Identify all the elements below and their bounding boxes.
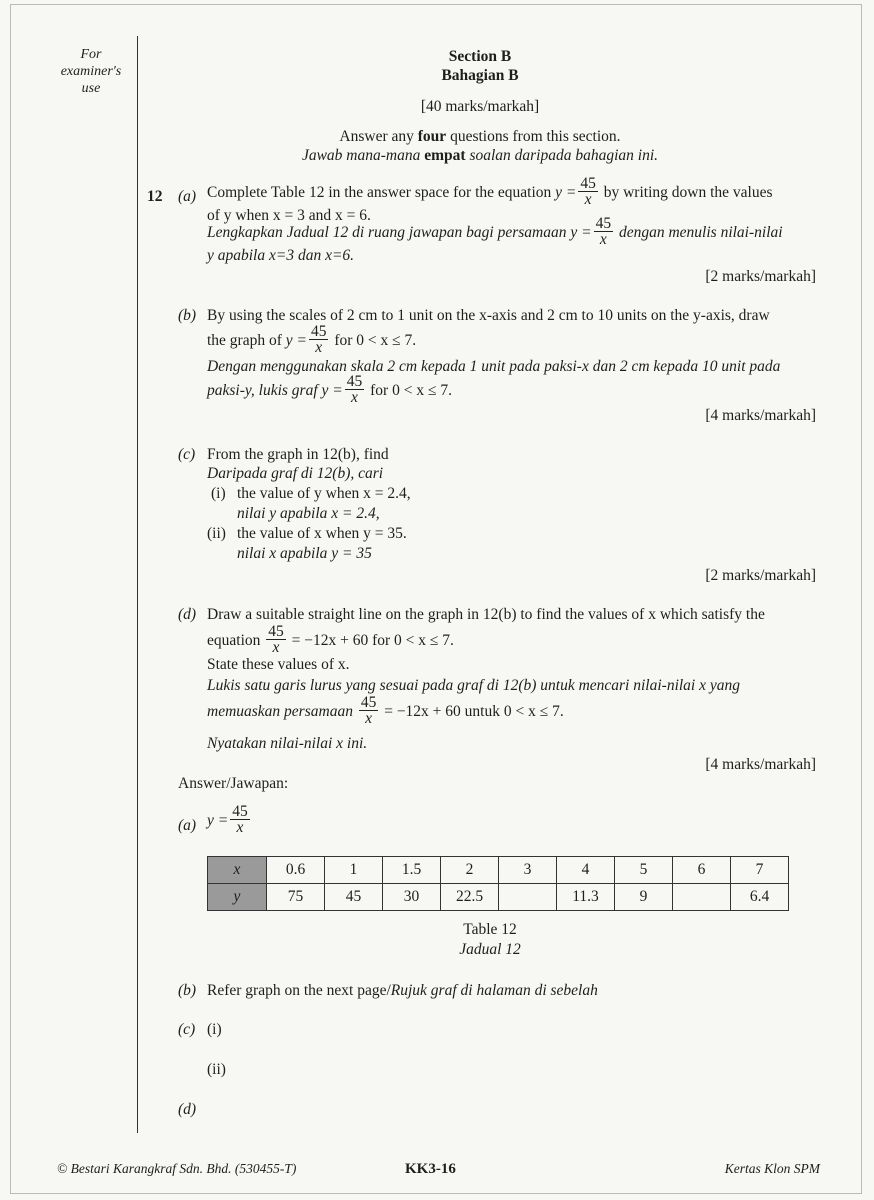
part-c-i-text: the value of y when x = 2.4,	[237, 485, 411, 502]
part-b-line1: By using the scales of 2 cm to 1 unit on the x-axis and 2 cm to 10 units on the y-axis, draw	[207, 307, 770, 324]
text: Complete Table 12 in the answer space for the equation	[207, 184, 556, 202]
text: Lengkapkan Jadual 12 di ruang jawapan bagi persamaan	[207, 224, 571, 242]
part-d-ms-line3: Nyatakan nilai-nilai x ini.	[207, 735, 368, 752]
part-d-line2	[207, 623, 454, 657]
question-number: 12	[147, 188, 163, 205]
fraction	[309, 324, 329, 355]
instruction-text: questions from this section.	[446, 128, 621, 145]
text: for 0 < x ≤ 7.	[330, 332, 417, 350]
frac-num: 45	[580, 175, 596, 192]
footer-copyright: © Bestari Karangkraf Sdn. Bhd. (530455-T)	[57, 1161, 297, 1176]
frac-den: x	[584, 191, 592, 208]
part-a-label: (a)	[178, 188, 197, 205]
part-c-label: (c)	[178, 446, 196, 463]
eq-lhs: y =	[555, 184, 577, 202]
text: for 0 < x ≤ 7.	[366, 382, 452, 400]
text: equation	[207, 632, 265, 650]
answer-a-label: (a)	[178, 817, 197, 834]
fraction	[359, 695, 379, 726]
answer-c-i-label: (i)	[207, 1021, 222, 1038]
table-cell: 1.5	[383, 857, 441, 884]
part-d-label: (d)	[178, 606, 197, 623]
table-cell: 75	[267, 884, 325, 911]
part-a-marks: [2 marks/markah]	[705, 268, 816, 285]
part-d-ms-line1: Lukis satu garis lurus yang sesuai pada graf di 12(b) untuk mencari nilai-nilai x yang	[207, 677, 741, 694]
answer-b-label: (b)	[178, 982, 197, 999]
table-caption-ms: Jadual 12	[459, 941, 521, 958]
part-d-ms-line2	[207, 694, 564, 728]
table-row-y	[208, 884, 789, 911]
answer-b-text	[207, 982, 598, 1000]
part-b-ms-line1: Dengan menggunakan skala 2 cm kepada 1 unit pada paksi-x dan 2 cm kepada 10 unit pada	[207, 358, 781, 375]
table-header-y: y	[208, 884, 267, 911]
part-c-ii-ms: nilai x apabila y = 35	[237, 545, 372, 562]
part-a-line1	[207, 175, 773, 209]
frac-num: 45	[360, 694, 377, 711]
frac-num: 45	[346, 373, 363, 390]
table-caption: Table 12	[463, 921, 517, 938]
frac-num: 45	[595, 215, 612, 232]
part-d-marks: [4 marks/markah]	[705, 756, 816, 773]
part-c-i-label: (i)	[211, 485, 226, 502]
frac-den: x	[365, 710, 373, 727]
text: dengan menulis nilai-nilai	[615, 224, 783, 242]
examiner-margin-note	[52, 46, 130, 97]
part-c-ms-line1: Daripada graf di 12(b), cari	[207, 465, 384, 482]
frac-den: x	[315, 339, 323, 356]
answer-c-ii-label: (ii)	[207, 1061, 226, 1078]
fraction	[266, 624, 286, 655]
margin-note-line: examiner's	[60, 64, 122, 79]
section-title-ms: Bahagian B	[441, 67, 519, 84]
frac-num: 45	[268, 623, 284, 640]
text: by writing down the values	[599, 184, 773, 202]
table-cell: 22.5	[441, 884, 499, 911]
table-cell: 6	[673, 857, 731, 884]
part-b-marks: [4 marks/markah]	[705, 407, 816, 424]
table-row-x	[208, 857, 789, 884]
frac-den: x	[236, 819, 244, 836]
instruction-ms-bold: empat	[424, 147, 466, 164]
fraction	[345, 374, 365, 405]
table-cell: 1	[325, 857, 383, 884]
frac-num: 45	[310, 323, 327, 340]
table-header-x: x	[208, 857, 267, 884]
table-12	[207, 856, 789, 911]
instruction-bold: four	[417, 128, 447, 145]
frac-den: x	[272, 639, 280, 656]
part-d-line3: State these values of x.	[207, 656, 350, 673]
frac-den: x	[351, 389, 358, 406]
part-c-i-ms: nilai y apabila x = 2.4,	[237, 505, 380, 522]
table-cell: 5	[615, 857, 673, 884]
eq-lhs: y =	[207, 812, 229, 830]
answer-c-label: (c)	[178, 1021, 196, 1038]
instruction-ms	[140, 147, 820, 165]
text: the graph of	[207, 332, 286, 350]
eq-lhs: y =	[285, 332, 307, 350]
answer-heading: Answer/Jawapan:	[178, 775, 289, 792]
margin-note-line: use	[81, 81, 101, 96]
part-d-line1: Draw a suitable straight line on the graph in 12(b) to find the values of x which satisfy the	[207, 606, 765, 623]
text: memuaskan persamaan	[207, 703, 357, 721]
section-title: Section B	[448, 48, 512, 65]
part-b-line2	[207, 323, 417, 357]
part-a-ms-line2: y apabila x=3 dan x=6.	[207, 247, 355, 264]
table-cell: 0.6	[267, 857, 325, 884]
table-cell: 11.3	[557, 884, 615, 911]
eq-lhs: y =	[321, 382, 343, 400]
fraction	[578, 176, 598, 207]
instruction-ms-text: Jawab mana-mana	[301, 147, 425, 164]
table-cell: 3	[499, 857, 557, 884]
part-b-ms-line2	[207, 373, 452, 407]
part-b-label: (b)	[178, 307, 197, 324]
footer-series: Kertas Klon SPM	[724, 1161, 820, 1176]
table-cell: 9	[615, 884, 673, 911]
part-c-ii-text: the value of x when y = 35.	[237, 525, 407, 542]
margin-note-line: For	[80, 47, 102, 62]
table-cell-blank-y6[interactable]	[673, 884, 731, 911]
part-c-ii-label: (ii)	[207, 525, 226, 542]
frac-den: x	[599, 231, 607, 248]
part-c-marks: [2 marks/markah]	[705, 567, 816, 584]
instruction	[140, 128, 820, 146]
text: Refer graph on the next page/	[207, 982, 391, 999]
table-cell: 2	[441, 857, 499, 884]
instruction-text: Answer any	[339, 128, 418, 145]
eq-lhs: y =	[570, 224, 592, 242]
table-cell: 30	[383, 884, 441, 911]
text: = −12x + 60 for 0 < x ≤ 7.	[287, 632, 454, 650]
table-cell: 4	[557, 857, 615, 884]
table-cell: 45	[325, 884, 383, 911]
section-marks: [40 marks/markah]	[420, 98, 540, 115]
part-a-line2: of y when x = 3 and x = 6.	[207, 207, 371, 224]
fraction	[594, 216, 614, 247]
instruction-ms-text: soalan daripada bahagian ini.	[465, 147, 659, 164]
text: paksi-y, lukis graf	[207, 382, 322, 400]
answer-a-equation	[207, 803, 252, 837]
part-c-line1: From the graph in 12(b), find	[207, 446, 389, 463]
text: = −12x + 60 untuk 0 < x ≤ 7.	[380, 703, 564, 721]
margin-rule	[137, 36, 138, 1133]
table-cell: 6.4	[731, 884, 789, 911]
answer-d-label: (d)	[178, 1101, 197, 1118]
table-cell-blank-y3[interactable]	[499, 884, 557, 911]
table-cell: 7	[731, 857, 789, 884]
text-ms: Rujuk graf di halaman di sebelah	[390, 982, 598, 999]
fraction	[230, 804, 250, 835]
frac-num: 45	[232, 803, 248, 820]
footer-page-code: KK3-16	[405, 1161, 456, 1177]
